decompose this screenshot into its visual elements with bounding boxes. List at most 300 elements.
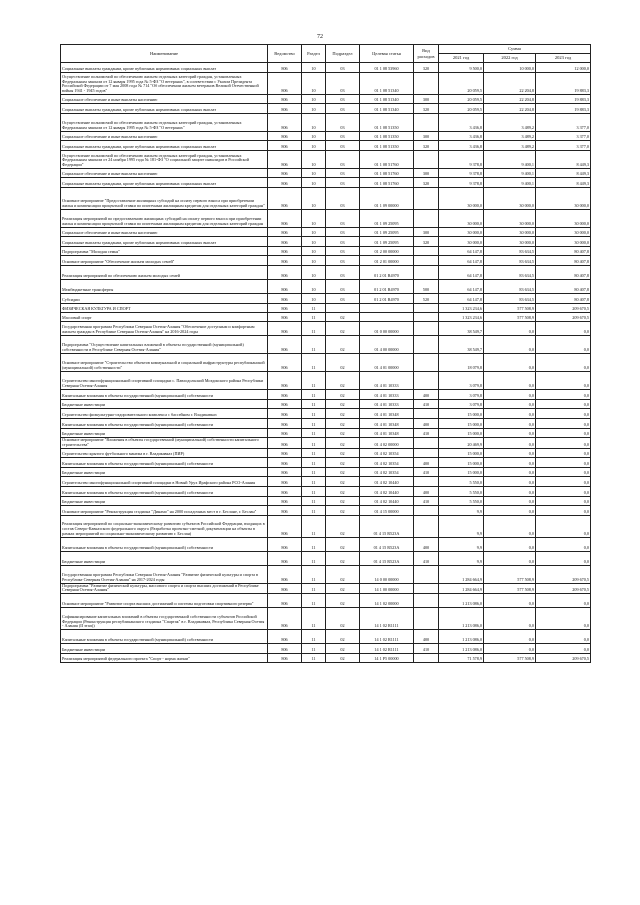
row-value-2022: 30 000,0 <box>484 228 536 237</box>
table-row <box>61 457 591 467</box>
table-row <box>61 594 591 608</box>
row-name: Социальное обеспечение и иные выплаты населению <box>61 169 268 178</box>
table-row <box>61 419 591 429</box>
row-dept: 806 <box>268 486 302 496</box>
row-value-2022: 30 000,0 <box>484 237 536 247</box>
row-value-2023: 0,0 <box>536 322 591 336</box>
row-value-2022: 0,0 <box>484 551 536 565</box>
row-value-2021: 9 378,8 <box>439 169 484 178</box>
row-name: Капитальные вложения в объекты государственной (муниципальной) собственности <box>61 630 268 644</box>
row-expense-type: 410 <box>414 551 439 565</box>
row-target: 01 2 00 00000 <box>360 247 414 256</box>
row-value-2023: 30 000,0 <box>536 228 591 237</box>
row-section: 11 <box>302 354 326 372</box>
row-subsection: 03 <box>326 169 360 178</box>
row-target: 14 1 02 R1111 <box>360 630 414 644</box>
row-section: 10 <box>302 256 326 266</box>
row-name: Бюджетные инвестиции <box>61 429 268 438</box>
row-dept: 806 <box>268 390 302 400</box>
row-target: 01 1 08 51340 <box>360 95 414 104</box>
row-value-2022: 83 634,5 <box>484 247 536 256</box>
row-section: 10 <box>302 237 326 247</box>
row-value-2023: 0,0 <box>536 467 591 476</box>
row-name: Реализация мероприятий по социально-экономическому развитию субъектов Российской Федерации, входящих в состав Северо-Кавказского федерального округа (Разработка проектно-сметной документации на объекты в рамках мероприятий по социально-экономическому развитию г. Беслан) <box>61 515 268 537</box>
row-subsection: 03 <box>326 73 360 95</box>
row-value-2021: 20 059,5 <box>439 104 484 114</box>
row-subsection: 03 <box>326 210 360 228</box>
row-expense-type: 300 <box>414 228 439 237</box>
row-dept: 806 <box>268 73 302 95</box>
row-section: 10 <box>302 210 326 228</box>
row-section: 10 <box>302 178 326 188</box>
row-dept: 806 <box>268 188 302 210</box>
row-value-2021: 1 213 086,0 <box>439 594 484 608</box>
row-expense-type <box>414 73 439 95</box>
row-value-2023: 0,0 <box>536 486 591 496</box>
row-value-2023: 209 670,5 <box>536 654 591 663</box>
row-subsection: 02 <box>326 630 360 644</box>
row-value-2022: 0,0 <box>484 608 536 630</box>
row-value-2021: 5 550,0 <box>439 486 484 496</box>
row-dept: 806 <box>268 354 302 372</box>
row-target: 14 1 02 R1111 <box>360 608 414 630</box>
table-row <box>61 247 591 256</box>
header-year-2023: 2023 год <box>536 54 591 63</box>
row-target: 01 4 01 10333 <box>360 390 414 400</box>
row-value-2021: 64 147,8 <box>439 280 484 294</box>
row-value-2023: 0,0 <box>536 390 591 400</box>
row-dept: 806 <box>268 457 302 467</box>
row-target: 01 1 09 25095 <box>360 228 414 237</box>
row-value-2022: 0,0 <box>484 322 536 336</box>
row-value-2022: 3 489,2 <box>484 141 536 151</box>
table-row <box>61 266 591 280</box>
row-value-2023: 0,0 <box>536 438 591 449</box>
row-name: Осуществление полномочий по обеспечению жильем отдельных категорий граждан, установленных Федеральным законом от 12 января 1995 года № 5-ФЗ "О ветеранах", в соответствии с Указом Президента Российской Федерации от 7 мая 2008 года № 714 "Об обеспечении жильем ветеранов Великой Отечественной войны 1941 - 1945 годов" <box>61 73 268 95</box>
row-expense-type <box>414 247 439 256</box>
table-row <box>61 73 591 95</box>
row-value-2021: 3 436,8 <box>439 114 484 132</box>
row-target <box>360 304 414 313</box>
table-row <box>61 583 591 594</box>
row-name: Бюджетные инвестиции <box>61 644 268 654</box>
row-expense-type: 410 <box>414 644 439 654</box>
row-value-2022: 30 000,0 <box>484 188 536 210</box>
row-dept: 806 <box>268 228 302 237</box>
row-section: 10 <box>302 228 326 237</box>
row-section: 11 <box>302 372 326 390</box>
row-value-2022: 577 508,9 <box>484 565 536 583</box>
row-dept: 806 <box>268 372 302 390</box>
row-subsection: 02 <box>326 476 360 486</box>
row-value-2022: 0,0 <box>484 457 536 467</box>
row-value-2023: 209 670,5 <box>536 304 591 313</box>
row-value-2023: 19 883,3 <box>536 95 591 104</box>
row-expense-type <box>414 322 439 336</box>
row-name: Основное мероприятие "Обеспечение жильем молодых семей" <box>61 256 268 266</box>
row-dept: 806 <box>268 247 302 256</box>
row-target: 01 1 09 25095 <box>360 210 414 228</box>
row-section: 10 <box>302 63 326 73</box>
row-dept: 806 <box>268 114 302 132</box>
row-dept: 806 <box>268 515 302 537</box>
row-section: 10 <box>302 169 326 178</box>
row-value-2023: 0,0 <box>536 354 591 372</box>
row-value-2023: 8 449,3 <box>536 169 591 178</box>
row-expense-type: 320 <box>414 141 439 151</box>
table-row <box>61 294 591 304</box>
row-target: 14 1 P5 00000 <box>360 654 414 663</box>
row-section: 11 <box>302 654 326 663</box>
row-value-2022: 0,0 <box>484 390 536 400</box>
row-name: Строительство физкультурно-оздоровительного комплекса с бассейном г. Владикавказ <box>61 409 268 419</box>
row-expense-type <box>414 654 439 663</box>
row-value-2021: 3 079,8 <box>439 372 484 390</box>
row-value-2023: 0,0 <box>536 594 591 608</box>
header-expense-type: Вид расходов <box>414 45 439 63</box>
row-value-2021: 9 378,8 <box>439 178 484 188</box>
row-value-2021: 9,9 <box>439 551 484 565</box>
row-value-2022: 577 508,9 <box>484 313 536 322</box>
row-name: Бюджетные инвестиции <box>61 400 268 409</box>
table-row <box>61 644 591 654</box>
row-dept: 806 <box>268 644 302 654</box>
row-dept: 806 <box>268 304 302 313</box>
row-value-2023: 209 670,5 <box>536 583 591 594</box>
row-value-2021: 1 213 086,0 <box>439 644 484 654</box>
table-row <box>61 496 591 505</box>
row-name: Социальные выплаты гражданам, кроме публичных нормативных социальных выплат <box>61 237 268 247</box>
row-value-2023: 80 407,8 <box>536 266 591 280</box>
row-dept: 806 <box>268 237 302 247</box>
row-value-2023: 0,0 <box>536 496 591 505</box>
table-row <box>61 336 591 354</box>
row-dept: 806 <box>268 280 302 294</box>
row-subsection: 03 <box>326 104 360 114</box>
table-row <box>61 390 591 400</box>
row-dept: 806 <box>268 151 302 169</box>
row-value-2021: 30 000,0 <box>439 228 484 237</box>
row-expense-type <box>414 256 439 266</box>
row-target: 01 4 15 R523A <box>360 551 414 565</box>
row-dept: 806 <box>268 630 302 644</box>
row-name: Государственная программа Республики Северная Осетия-Алания "Обеспечение доступным и комфортным жильем граждан в Республике Северная Осетия-Алания" на 2016-2024 годы <box>61 322 268 336</box>
row-value-2022: 22 204,8 <box>484 104 536 114</box>
table-row <box>61 151 591 169</box>
row-name: Капитальные вложения в объекты государственной (муниципальной) собственности <box>61 419 268 429</box>
row-expense-type <box>414 354 439 372</box>
row-value-2022: 83 634,5 <box>484 280 536 294</box>
row-value-2021: 71 578,9 <box>439 654 484 663</box>
row-section: 11 <box>302 322 326 336</box>
row-value-2022: 0,0 <box>484 496 536 505</box>
row-value-2021: 64 147,8 <box>439 247 484 256</box>
row-value-2022: 577 508,9 <box>484 654 536 663</box>
table-row <box>61 608 591 630</box>
row-target: 01 1 08 51350 <box>360 132 414 141</box>
row-expense-type: 320 <box>414 63 439 73</box>
row-value-2022: 0,0 <box>484 409 536 419</box>
row-value-2021: 9 378,8 <box>439 151 484 169</box>
row-subsection: 03 <box>326 280 360 294</box>
row-name: Капитальные вложения в объекты государственной (муниципальной) собственности <box>61 537 268 551</box>
row-value-2023: 80 407,8 <box>536 280 591 294</box>
row-subsection: 02 <box>326 505 360 515</box>
table-row <box>61 237 591 247</box>
row-value-2023: 0,0 <box>536 515 591 537</box>
row-name: Бюджетные инвестиции <box>61 551 268 565</box>
row-section: 11 <box>302 390 326 400</box>
row-expense-type <box>414 313 439 322</box>
row-section: 11 <box>302 496 326 505</box>
row-value-2022: 0,0 <box>484 438 536 449</box>
table-row <box>61 505 591 515</box>
table-row <box>61 104 591 114</box>
row-value-2021: 20 059,5 <box>439 73 484 95</box>
table-row <box>61 409 591 419</box>
row-target: 01 1 08 53960 <box>360 63 414 73</box>
row-value-2022: 0,0 <box>484 419 536 429</box>
row-target <box>360 313 414 322</box>
table-row <box>61 188 591 210</box>
row-expense-type: 300 <box>414 95 439 104</box>
row-subsection: 03 <box>326 151 360 169</box>
row-expense-type <box>414 336 439 354</box>
row-expense-type: 410 <box>414 496 439 505</box>
row-subsection: 02 <box>326 322 360 336</box>
row-expense-type <box>414 594 439 608</box>
row-subsection: 03 <box>326 95 360 104</box>
row-subsection: 02 <box>326 486 360 496</box>
row-subsection: 02 <box>326 448 360 457</box>
row-value-2022: 0,0 <box>484 486 536 496</box>
table-row <box>61 95 591 104</box>
row-name: Реализация мероприятий по предоставлению жилищных субсидий на оплату первого взноса при приобретении жилья и компенсации процентной ставки по ипотечным жилищным кредитам для отдельных категорий граждан <box>61 210 268 228</box>
row-subsection: 03 <box>326 228 360 237</box>
row-dept: 806 <box>268 266 302 280</box>
row-section: 10 <box>302 141 326 151</box>
row-target: 01 1 09 00000 <box>360 188 414 210</box>
row-target: 01 4 01 10348 <box>360 409 414 419</box>
row-subsection: 02 <box>326 515 360 537</box>
row-value-2021: 64 147,8 <box>439 294 484 304</box>
row-name: Основное мероприятие "Предоставление жилищных субсидий на оплату первого взноса при приобретении жилья и компенсации процентной ставки по ипотечным жилищным кредитам для отдельных категорий граждан" <box>61 188 268 210</box>
row-value-2021: 38 549,7 <box>439 336 484 354</box>
row-name: Массовый спорт <box>61 313 268 322</box>
row-section: 11 <box>302 467 326 476</box>
row-subsection: 02 <box>326 313 360 322</box>
row-value-2021: 5 550,0 <box>439 476 484 486</box>
row-target: 01 4 01 00000 <box>360 354 414 372</box>
row-value-2023: 30 000,0 <box>536 210 591 228</box>
row-section: 10 <box>302 266 326 280</box>
row-value-2023: 0,0 <box>536 537 591 551</box>
row-expense-type: 300 <box>414 132 439 141</box>
row-value-2022: 0,0 <box>484 354 536 372</box>
row-value-2022: 83 634,5 <box>484 256 536 266</box>
row-dept: 806 <box>268 169 302 178</box>
row-dept: 806 <box>268 429 302 438</box>
row-name: Бюджетные инвестиции <box>61 467 268 476</box>
row-expense-type: 300 <box>414 169 439 178</box>
row-target: 01 0 00 00000 <box>360 322 414 336</box>
row-value-2022: 22 204,8 <box>484 73 536 95</box>
table-row <box>61 280 591 294</box>
row-section: 11 <box>302 537 326 551</box>
row-value-2022: 0,0 <box>484 448 536 457</box>
table-row <box>61 486 591 496</box>
table-row <box>61 114 591 132</box>
row-target: 01 4 01 10333 <box>360 400 414 409</box>
row-expense-type: 410 <box>414 400 439 409</box>
row-value-2021: 9,9 <box>439 505 484 515</box>
row-section: 11 <box>302 583 326 594</box>
row-subsection: 02 <box>326 537 360 551</box>
row-name: ФИЗИЧЕСКАЯ КУЛЬТУРА И СПОРТ <box>61 304 268 313</box>
row-target: 01 4 00 00000 <box>360 336 414 354</box>
row-value-2021: 15 000,0 <box>439 409 484 419</box>
row-value-2022: 22 204,8 <box>484 95 536 104</box>
row-target: 01 2 01 R4970 <box>360 294 414 304</box>
header-section: Раздел <box>302 45 326 63</box>
row-subsection: 02 <box>326 409 360 419</box>
row-value-2023: 0,0 <box>536 457 591 467</box>
row-target: 01 4 02 00000 <box>360 438 414 449</box>
row-value-2022: 0,0 <box>484 476 536 486</box>
row-value-2021: 5 550,0 <box>439 496 484 505</box>
row-name: Капитальные вложения в объекты государственной (муниципальной) собственности <box>61 457 268 467</box>
row-name: Реализация мероприятий по обеспечению жильем молодых семей <box>61 266 268 280</box>
row-expense-type <box>414 151 439 169</box>
row-section: 11 <box>302 551 326 565</box>
row-expense-type: 400 <box>414 537 439 551</box>
table-row <box>61 256 591 266</box>
row-value-2022: 0,0 <box>484 336 536 354</box>
row-section: 11 <box>302 438 326 449</box>
row-section: 11 <box>302 304 326 313</box>
row-name: Строительство крытого футбольного манежа в г. Владикавказ (ПИР) <box>61 448 268 457</box>
table-row <box>61 400 591 409</box>
row-name: Социальные выплаты гражданам, кроме публичных нормативных социальных выплат <box>61 63 268 73</box>
row-subsection: 03 <box>326 132 360 141</box>
row-subsection: 02 <box>326 467 360 476</box>
row-section: 11 <box>302 476 326 486</box>
row-value-2023: 19 883,3 <box>536 73 591 95</box>
table-row <box>61 630 591 644</box>
row-value-2021: 30 000,0 <box>439 188 484 210</box>
row-name: Осуществление полномочий по обеспечению жильем отдельных категорий граждан, установленных Федеральным законом от 12 января 1995 года № 5-ФЗ "О ветеранах" <box>61 114 268 132</box>
row-dept: 806 <box>268 467 302 476</box>
row-subsection: 02 <box>326 551 360 565</box>
row-name: Капитальные вложения в объекты государственной (муниципальной) собственности <box>61 486 268 496</box>
row-value-2023: 0,0 <box>536 630 591 644</box>
row-name: Строительство многофункциональной спортивной площадки в Новый Урух Ирафского района РСО-Алания <box>61 476 268 486</box>
row-value-2021: 1 213 086,0 <box>439 608 484 630</box>
row-target: 01 2 01 00000 <box>360 256 414 266</box>
row-expense-type: 520 <box>414 294 439 304</box>
row-subsection: 03 <box>326 114 360 132</box>
row-value-2021: 3 436,8 <box>439 141 484 151</box>
header-subsection: Подраздел <box>326 45 360 63</box>
row-target: 01 4 02 10440 <box>360 476 414 486</box>
row-value-2021: 15 000,0 <box>439 457 484 467</box>
row-section: 11 <box>302 429 326 438</box>
row-value-2021: 64 147,8 <box>439 266 484 280</box>
table-row <box>61 313 591 322</box>
row-dept: 806 <box>268 132 302 141</box>
row-value-2023: 209 670,5 <box>536 313 591 322</box>
row-value-2023: 0,0 <box>536 400 591 409</box>
row-value-2023: 0,0 <box>536 409 591 419</box>
table-row <box>61 438 591 449</box>
row-value-2022: 9 400,1 <box>484 178 536 188</box>
row-target: 01 4 02 10440 <box>360 496 414 505</box>
row-subsection: 02 <box>326 438 360 449</box>
row-name: Подпрограмма "Осуществление капитальных вложений в объекты государственной (муниципальной) собственности в Республике Северная Осетия-Алания" <box>61 336 268 354</box>
row-value-2022: 0,0 <box>484 400 536 409</box>
row-dept: 806 <box>268 104 302 114</box>
row-expense-type: 320 <box>414 178 439 188</box>
row-target: 14 0 00 00000 <box>360 565 414 583</box>
row-value-2021: 15 000,0 <box>439 448 484 457</box>
row-target: 01 4 01 10333 <box>360 372 414 390</box>
row-expense-type: 400 <box>414 486 439 496</box>
header-sum: Сумма <box>439 45 591 54</box>
row-name: Софинансирование капитальных вложений в объекты государственной собственности субъектов Российской Федерации (Реконструкция республиканского стадиона "Спартак" в г. Владикавказ, Республика Северная Осетия - Алания (II этап)) <box>61 608 268 630</box>
row-dept: 806 <box>268 322 302 336</box>
row-dept: 806 <box>268 608 302 630</box>
row-dept: 806 <box>268 583 302 594</box>
row-value-2022: 3 489,2 <box>484 132 536 141</box>
row-value-2023: 0,0 <box>536 505 591 515</box>
row-section: 11 <box>302 313 326 322</box>
row-section: 11 <box>302 505 326 515</box>
row-dept: 806 <box>268 438 302 449</box>
row-value-2023: 80 407,8 <box>536 294 591 304</box>
row-subsection: 03 <box>326 63 360 73</box>
row-dept: 806 <box>268 294 302 304</box>
header-year-2022: 2022 год <box>484 54 536 63</box>
row-expense-type: 320 <box>414 237 439 247</box>
row-value-2021: 64 147,8 <box>439 256 484 266</box>
table-row <box>61 210 591 228</box>
row-value-2021: 30 000,0 <box>439 237 484 247</box>
table-row <box>61 551 591 565</box>
row-dept: 806 <box>268 256 302 266</box>
row-section: 10 <box>302 280 326 294</box>
table-row <box>61 304 591 313</box>
row-value-2023: 80 407,8 <box>536 247 591 256</box>
row-name: Субсидии <box>61 294 268 304</box>
row-target: 01 4 02 10354 <box>360 448 414 457</box>
row-value-2022: 0,0 <box>484 429 536 438</box>
row-subsection: 02 <box>326 496 360 505</box>
row-target: 01 1 08 51350 <box>360 114 414 132</box>
row-value-2023: 0,0 <box>536 551 591 565</box>
row-value-2021: 38 549,7 <box>439 322 484 336</box>
table-row <box>61 63 591 73</box>
row-expense-type <box>414 409 439 419</box>
row-expense-type <box>414 188 439 210</box>
row-value-2023: 0,0 <box>536 419 591 429</box>
row-name: Социальное обеспечение и иные выплаты населению <box>61 132 268 141</box>
row-dept: 806 <box>268 95 302 104</box>
row-expense-type <box>414 565 439 583</box>
row-dept: 806 <box>268 400 302 409</box>
row-section: 11 <box>302 409 326 419</box>
row-value-2023: 0,0 <box>536 429 591 438</box>
row-value-2023: 209 670,5 <box>536 565 591 583</box>
